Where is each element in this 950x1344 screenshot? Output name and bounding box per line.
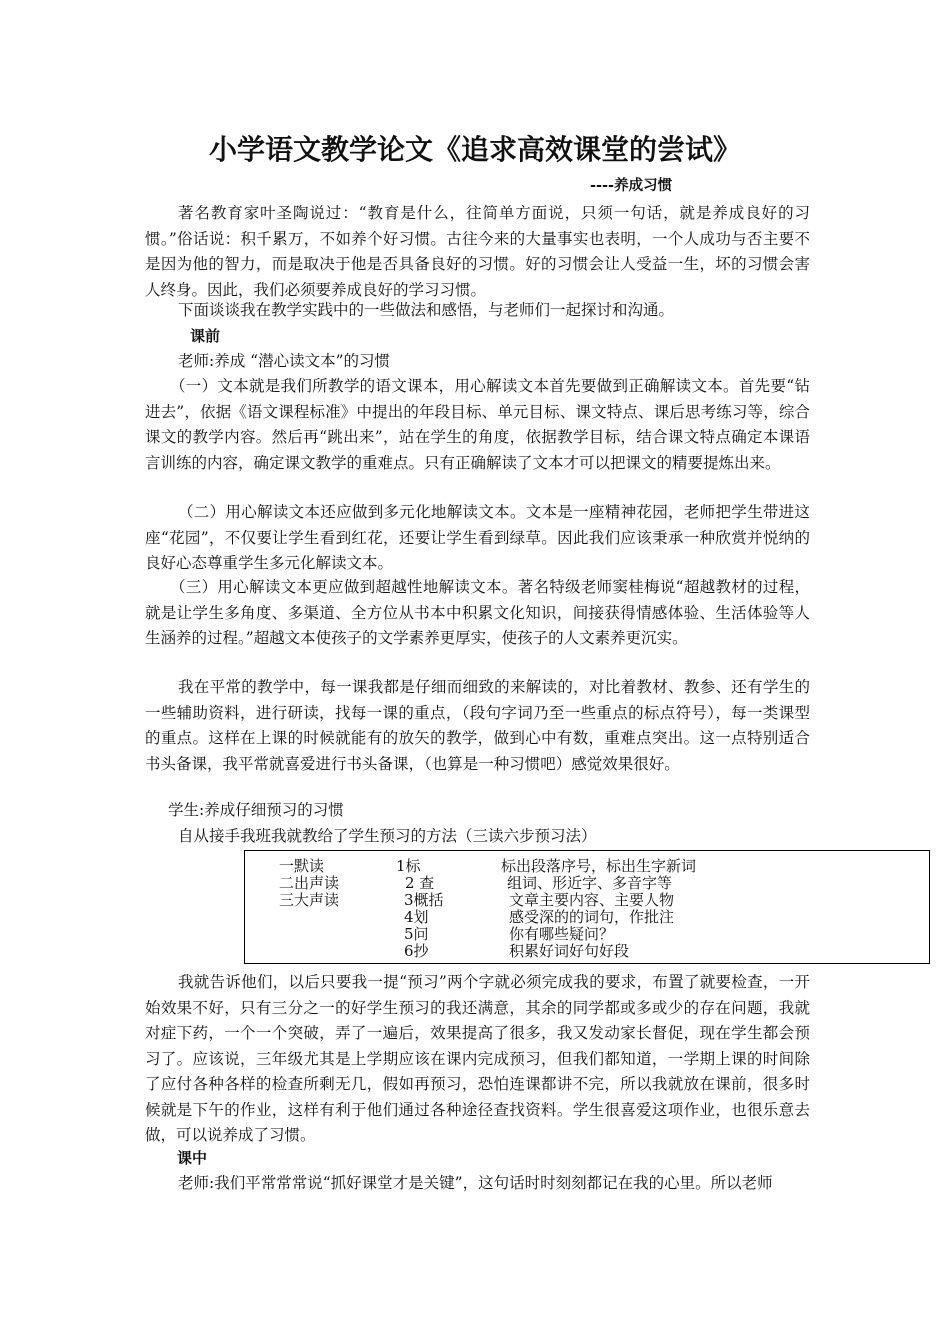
after-table-paragraph: 我就告诉他们，以后只要我一提“预习”两个字就必须完成我的要求，布置了就要检查，一开始效果不好，只有三分之一的好学生预习的我还满意，其余的同学都或多或少的存在问题，我就对症下药，一个一个突破，弄了一遍后，效果提高了很多，我又发动家长督促，现在学生都会预习了。应该说，三年级尤其是上学期应该在课内完成预习，但我们都知道，一学期上课的时间除了应付各种各样的检查所剩无几，假如再预习，恐怕连课都讲不完，所以我就放在课前，很多时候就是下午的作业，这样有利于他们通过各种途径查找资料。学生很喜爱这项作业，也很乐意去做，可以说养成了习惯。 bbox=[145, 973, 810, 1144]
preview-step-description: 组词、形近字、多音字等 bbox=[507, 874, 673, 892]
intro-paragraph: 著名教育家叶圣陶说过：“教育是什么，往简单方面说，只须一句话，就是养成良好的习惯。”俗话说：积千累万，不如养个好习惯。古往今来的大量事实也表明，一个人成功与否主要不是因为他的智力，而是取决于他是否具备良好的习惯。好的习惯会让人受益一生，坏的习惯会害人终身。因此，我们必须要养成良好的学习习惯。 bbox=[145, 204, 810, 299]
section-heading-during-class: 课中 bbox=[177, 1149, 208, 1167]
intro-paragraph: 下面谈谈我在教学实践中的一些做法和感悟，与老师们一起探讨和沟通。 bbox=[178, 301, 675, 319]
preview-step: 1标 bbox=[396, 857, 421, 875]
read-step: 一默读 bbox=[279, 857, 325, 875]
preview-step: 6抄 bbox=[404, 942, 429, 960]
student-habit-line: 学生:养成仔细预习的习惯 bbox=[168, 801, 344, 819]
preview-step-description: 感受深的的词句，作批注 bbox=[509, 908, 675, 926]
preview-step-description: 你有哪些疑问？ bbox=[509, 925, 615, 943]
teacher-habit-line: 老师:养成 “潜心读文本”的习惯 bbox=[178, 352, 390, 370]
preview-step: 2 查 bbox=[405, 874, 435, 892]
preview-step: 3概括 bbox=[404, 891, 444, 909]
read-step: 三大声读 bbox=[279, 891, 340, 909]
document-subtitle: ----养成习惯 bbox=[590, 178, 673, 194]
preview-step-description: 文章主要内容、主要人物 bbox=[509, 891, 675, 909]
read-step: 二出声读 bbox=[279, 874, 340, 892]
paragraph-one: （一）文本就是我们所教学的语文课本，用心解读文本首先要做到正确解读文本。首先要“钻进去”，依据《语文课程标准》中提出的年段目标、单元目标、课文特点、课后思考练习等，综合课文的教学内容。然后再“跳出来”，站在学生的角度，依据教学目标，结合课文特点确定本课语言训练的内容，确定课文教学的重难点。只有正确解读了文本才可以把课文的精要提炼出来。 bbox=[145, 377, 810, 472]
document-title: 小学语文教学论文《追求高效课堂的尝试》 bbox=[208, 133, 741, 166]
preview-step: 5问 bbox=[404, 925, 429, 943]
paragraph-two: （二）用心解读文本还应做到多元化地解读文本。文本是一座精神花园，老师把学生带进这座“花园”，不仅要让学生看到红花，还要让学生看到绿草。因此我们应该秉承一种欣赏并悦纳的良好心态尊重学生多元化解读文本。 bbox=[145, 503, 810, 572]
preview-step-description: 标出段落序号，标出生字新词 bbox=[501, 857, 697, 875]
preview-method-table bbox=[244, 850, 930, 964]
preview-step-description: 积累好词好句好段 bbox=[509, 942, 630, 960]
paragraph-four: 我在平常的教学中，每一课我都是仔细而细致的来解读的，对比着教材、教参、还有学生的一些辅助资料，进行研读，找每一课的重点，（段句字词乃至一些重点的标点符号），每一类课型的重点。这样在上课的时候就能有的放矢的教学，做到心中有数，重难点突出。这一点特别适合书头备课，我平常就喜爱进行书头备课，（也算是一种习惯吧）感觉效果很好。 bbox=[145, 678, 810, 773]
during-class-paragraph: 老师:我们平常常常说“抓好课堂才是关键”，这句话时时刻刻都记在我的心里。所以老师 bbox=[178, 1174, 773, 1192]
method-intro-line: 自从接手我班我就教给了学生预习的方法（三读六步预习法） bbox=[178, 827, 597, 845]
paragraph-three: （三）用心解读文本更应做到超越性地解读文本。著名特级老师窦桂梅说“超越教材的过程，就是让学生多角度、多渠道、全方位从书本中积累文化知识，间接获得情感体验、生活体验等人生涵养的过程。”超越文本使孩子的文学素养更厚实，使孩子的人文素养更沉实。 bbox=[145, 578, 810, 647]
section-heading-before-class: 课前 bbox=[190, 327, 221, 345]
preview-step: 4划 bbox=[404, 908, 429, 926]
